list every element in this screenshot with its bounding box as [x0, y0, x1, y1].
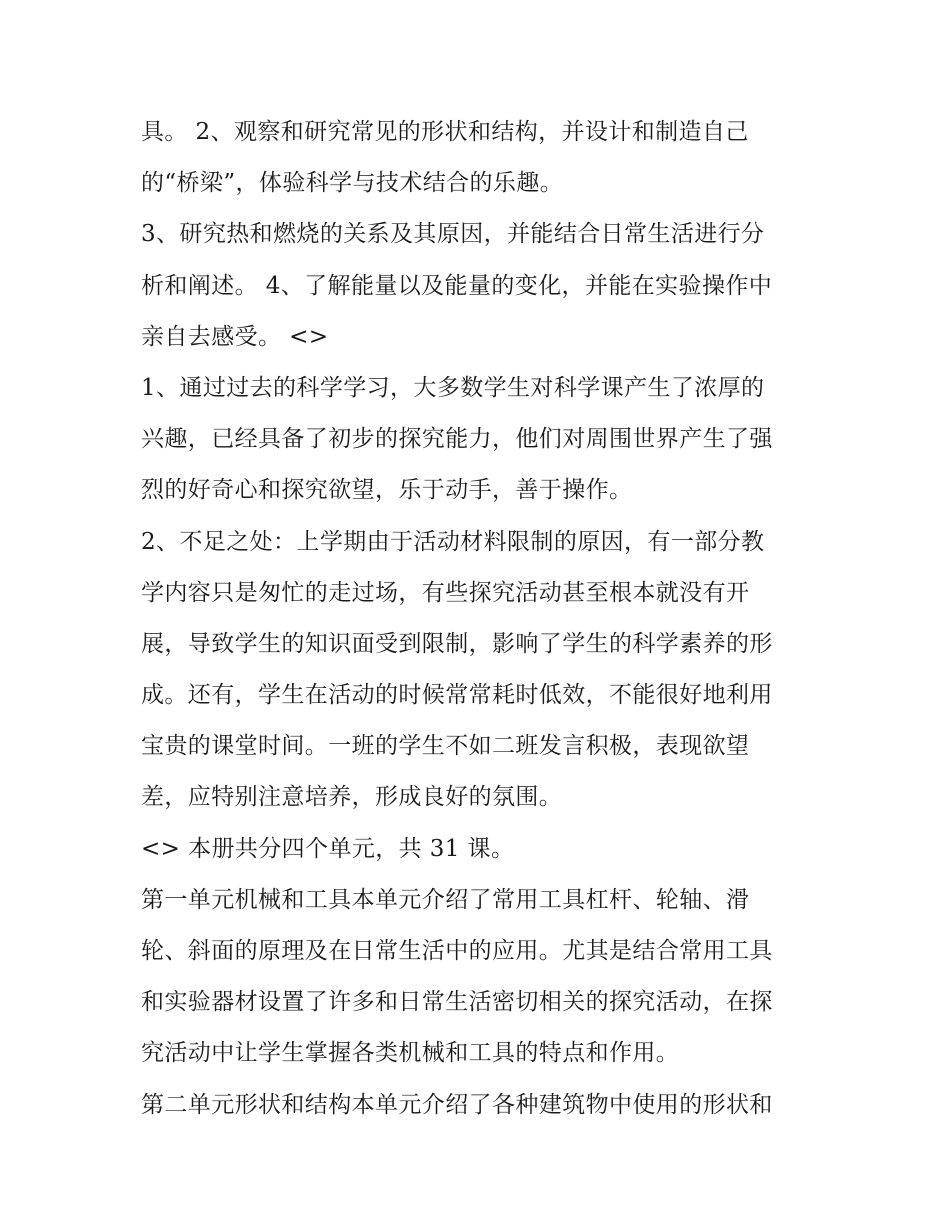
- text-line-10: 学内容只是匆忙的走过场，有些探究活动甚至根本就没有开: [141, 579, 750, 606]
- text-line-7: 兴趣，已经具备了初步的探究能力，他们对周围世界产生了强: [141, 426, 773, 453]
- text-line-19: 究活动中让学生掌握各类机械和工具的特点和作用。: [141, 1040, 680, 1067]
- text-line-12: 成。还有，学生在活动的时候常常耗时低效，不能很好地利用: [141, 682, 773, 709]
- text-line-6: 1、通过过去的科学学习，大多数学生对科学课产生了浓厚的: [141, 374, 765, 401]
- text-line-1: 具。 2、观察和研究常见的形状和结构，并设计和制造自己: [141, 119, 749, 145]
- text-line-9: 2、不足之处：上学期由于活动材料限制的原因，有一部分教: [141, 528, 765, 555]
- text-line-14: 差，应特别注意培养，形成良好的氛围。: [141, 784, 563, 811]
- text-line-18: 和实验器材设置了许多和日常生活密切相关的探究活动，在探: [141, 989, 773, 1016]
- text-line-20: 第二单元形状和结构本单元介绍了各种建筑物中使用的形状和: [141, 1091, 773, 1118]
- text-line-3: 3、研究热和燃烧的关系及其原因，并能结合日常生活进行分: [141, 221, 765, 248]
- text-line-8: 烈的好奇心和探究欲望，乐于动手，善于操作。: [141, 477, 633, 504]
- text-line-13: 宝贵的课堂时间。一班的学生不如二班发言积极，表现欲望: [141, 733, 750, 760]
- text-line-11: 展，导致学生的知识面受到限制，影响了学生的科学素养的形: [141, 630, 773, 657]
- text-line-5: 亲自去感受。 <>: [141, 323, 329, 350]
- text-line-17: 轮、斜面的原理及在日常生活中的应用。尤其是结合常用工具: [141, 938, 773, 964]
- text-line-16: 第一单元机械和工具本单元介绍了常用工具杠杆、轮轴、滑: [141, 886, 750, 913]
- body-text: [141, 107, 821, 1131]
- text-line-4: 析和阐述。 4、了解能量以及能量的变化，并能在实验操作中: [141, 272, 773, 299]
- text-line-2: 的“桥梁”，体验科学与技术结合的乐趣。: [141, 170, 564, 197]
- text-line-15: <> 本册共分四个单元，共 31 课。: [141, 835, 515, 862]
